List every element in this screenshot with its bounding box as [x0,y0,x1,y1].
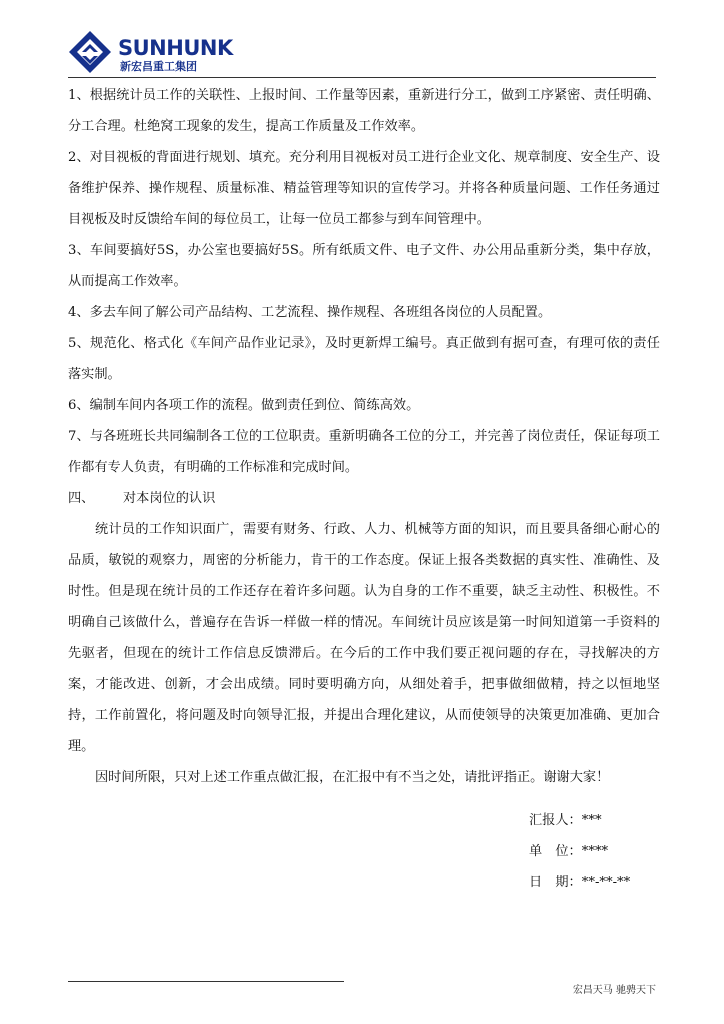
section-number: 四、 [68,491,95,506]
reporter-value: *** [581,813,602,828]
header-divider [68,77,656,78]
list-item: 6、编制车间内各项工作的流程。做到责任到位、简练高效。 [68,398,420,413]
section-heading [68,483,660,514]
section-title: 对本岗位的认识 [123,491,216,506]
list-item: 1、根据统计员工作的关联性、上报时间、工作量等因素，重新进行分工，做到工序紧密、责任明确、分工合理。杜绝窝工现象的发生，提高工作质量及工作效率。 [68,88,660,134]
unit-value: **** [581,844,609,859]
list-item: 2、对目视板的背面进行规划、填充。充分利用目视板对员工进行企业文化、规章制度、安全生产、设备维护保养、操作规程、质量标准、精益管理等知识的宣传学习。并将各种质量问题、工作任务通过目视板及时反馈给车间的每位员工，让每一位员工都参与到车间管理中。 [68,150,660,227]
document-body [68,80,660,793]
list-item: 5、规范化、格式化《车间产品作业记录》，及时更新焊工编号。真正做到有据可查，有理可依的责任落实制。 [68,336,660,382]
signature-unit [529,842,608,862]
section-paragraph: 统计员的工作知识面广，需要有财务、行政、人力、机械等方面的知识，而且要具备细心耐心的品质，敏锐的观察力，周密的分析能力，肯干的工作态度。保证上报各类数据的真实性、准确性、及时性。但是现在统计员的工作还存在着许多问题。认为自身的工作不重要，缺乏主动性、积极性。不明确自己该做什么，普遍存在告诉一样做一样的情况。车间统计员应该是第一时间知道第一手资料的先驱者，但现在的统计工作信息反馈滞后。在今后的工作中我们要正视问题的存在，寻找解决的方案，才能改进、创新，才会出成绩。同时要明确方向，从细处着手，把事做细做精，持之以恒地坚持，工作前置化，将问题及时向领导汇报，并提出合理化建议，从而使领导的决策更加准确、更加合理。 [68,522,660,754]
page-header [68,28,656,78]
brand-name: SUNHUNK [118,36,233,60]
footer-divider [68,981,344,982]
company-logo-icon [68,30,112,74]
closing-paragraph: 因时间所限，只对上述工作重点做汇报，在汇报中有不当之处，请批评指正。谢谢大家！ [95,770,610,785]
date-label: 日 期： [529,875,582,890]
list-item: 7、与各班班长共同编制各工位的工位职责。重新明确各工位的分工，并完善了岗位责任，保证每项工作都有专人负责，有明确的工作标准和完成时间。 [68,429,660,475]
signature-reporter [529,811,602,831]
list-item: 4、多去车间了解公司产品结构、工艺流程、操作规程、各班组各岗位的人员配置。 [68,305,552,320]
signature-date [529,873,630,893]
reporter-label: 汇报人： [529,813,582,828]
company-name: 新宏昌重工集团 [120,60,197,73]
unit-label: 单 位： [529,844,582,859]
footer-slogan: 宏昌天马 驰骋天下 [572,985,656,996]
list-item: 3、车间要搞好5S，办公室也要搞好5S。所有纸质文件、电子文件、办公用品重新分类，集中存放，从而提高工作效率。 [68,243,660,289]
date-value: **-**-** [581,875,631,890]
